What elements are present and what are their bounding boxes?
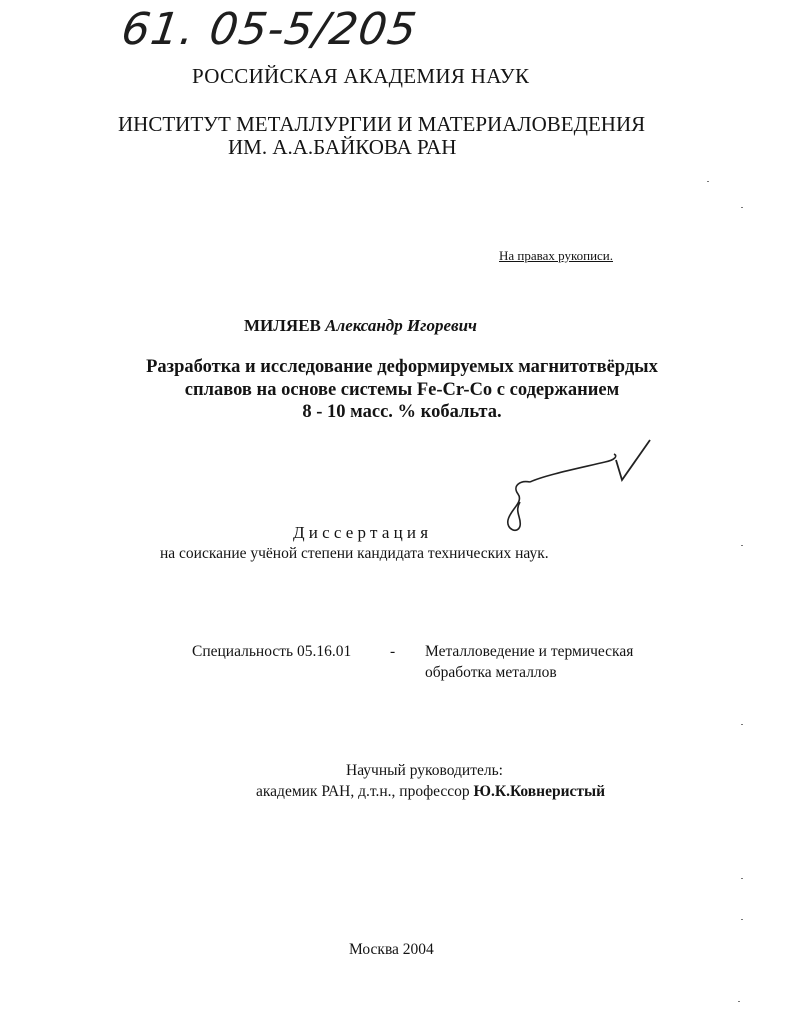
author-surname: МИЛЯЕВ <box>244 316 321 335</box>
specialty-value-line2: обработка металлов <box>425 664 557 681</box>
supervisor-name: Ю.К.Ковнеристый <box>473 783 606 800</box>
manuscript-rights-note: На правах рукописи. <box>499 248 613 263</box>
degree-description: на соискание учёной степени кандидата технических наук. <box>160 545 549 562</box>
scan-speck <box>741 919 743 920</box>
scan-speck <box>741 724 743 725</box>
supervisor-title: академик РАН, д.т.н., профессор <box>256 783 474 800</box>
document-type: Диссертация <box>293 523 433 542</box>
specialty-dash: - <box>390 643 396 660</box>
supervisor-label: Научный руководитель: <box>346 762 503 779</box>
title-line-1: Разработка и исследование деформируемых магнитотвёрдых <box>146 357 658 377</box>
scan-speck <box>707 181 709 182</box>
dissertation-title <box>112 356 692 424</box>
institute-name-line1: ИНСТИТУТ МЕТАЛЛУРГИИ И МАТЕРИАЛОВЕДЕНИЯ <box>118 112 646 136</box>
signature-icon <box>490 430 660 550</box>
institute-name-line2: ИМ. А.А.БАЙКОВА РАН <box>228 135 457 159</box>
handwritten-archive-code: 61. 05-5/205 <box>118 4 421 55</box>
scan-speck <box>741 207 743 208</box>
author-given-name: Александр Игоревич <box>325 316 477 335</box>
scan-speck <box>741 878 743 879</box>
title-line-3: 8 - 10 масс. % кобальта. <box>302 402 502 422</box>
specialty-value-line1: Металловедение и термическая <box>425 643 634 660</box>
academy-name: РОССИЙСКАЯ АКАДЕМИЯ НАУК <box>192 64 530 88</box>
title-line-2: сплавов на основе системы Fe-Cr-Co с содержанием <box>184 379 620 400</box>
place-year: Москва 2004 <box>349 941 434 958</box>
author <box>244 316 477 336</box>
supervisor <box>256 783 605 801</box>
scan-speck <box>738 1001 740 1002</box>
specialty-label: Специальность 05.16.01 <box>192 643 352 660</box>
scan-speck <box>741 545 743 546</box>
